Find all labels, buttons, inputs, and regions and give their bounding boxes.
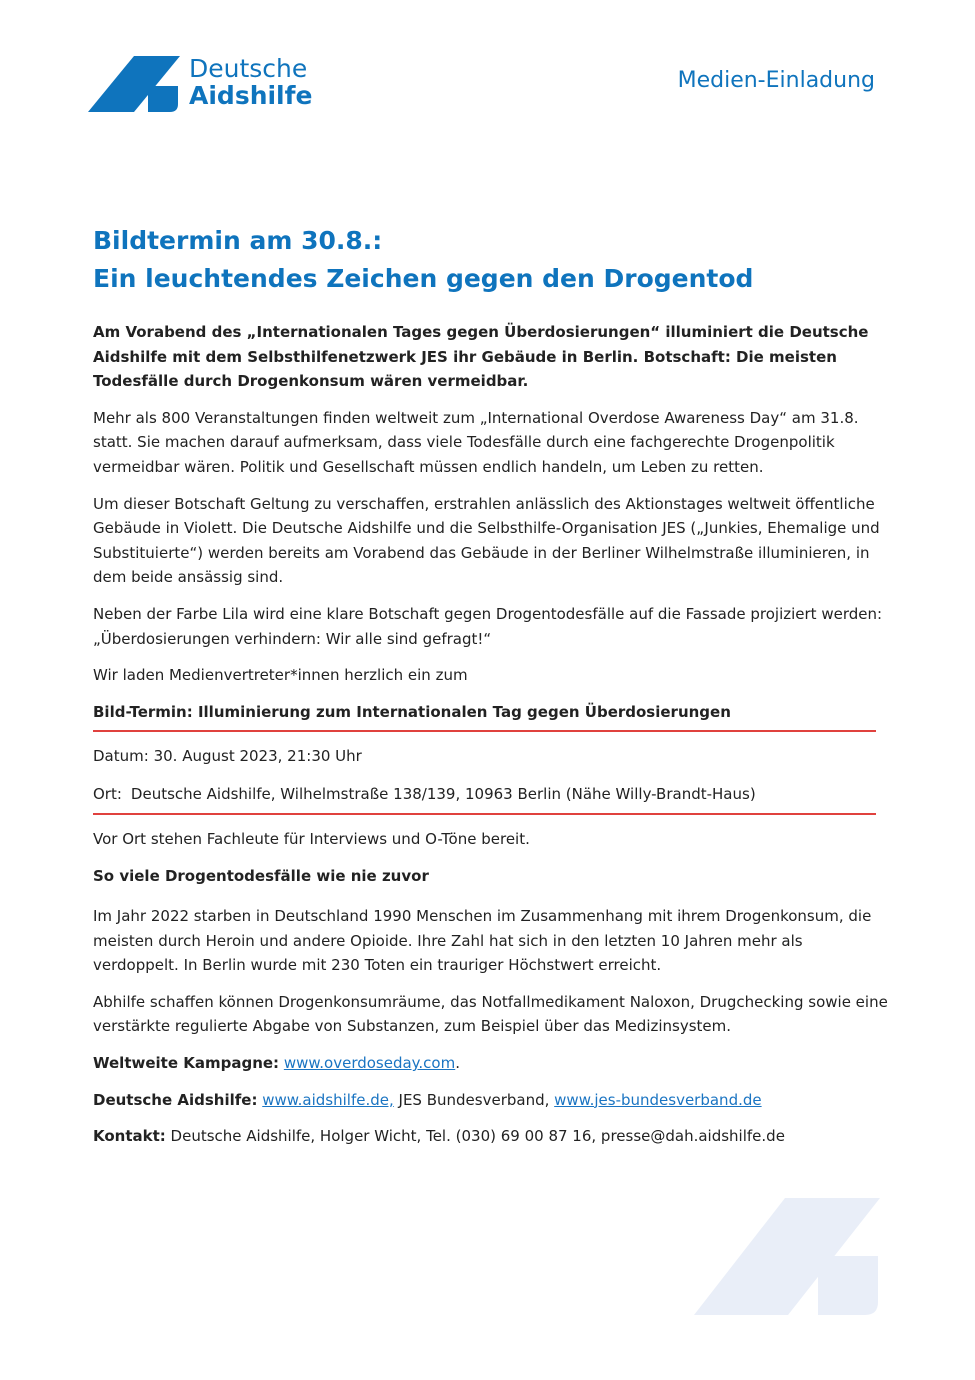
contact-text: Deutsche Aidshilfe, Holger Wicht, Tel. (030) 69 00 87 16, presse@dah.aidshilfe.de (165, 1127, 785, 1146)
event-date (93, 744, 876, 769)
campaign-line (93, 1051, 888, 1076)
event-date-label: Datum: (93, 746, 149, 765)
dah-line (93, 1088, 888, 1113)
jes-link[interactable]: www.jes-bundesverband.de (554, 1090, 762, 1109)
event-place-label: Ort: (93, 785, 122, 804)
paragraph: Wir laden Medienvertreter*innen herzlich ein zum (93, 666, 468, 685)
document-type-label: Medien-Einladung (677, 68, 875, 93)
paragraph: Um dieser Botschaft Geltung zu verschaffen, erstrahlen anlässlich des Aktionstages weltweit öffentliche Gebäude in Violett. Die Deutsche Aidshilfe und die Selbsthilfe-Organisation JES („Junkies, Ehemalige und Substituierte“) werden bereits am Vorabend das Gebäude in der Berliner Wilhelmstraße illuminieren, in dem beide ansässig sind. (93, 494, 880, 587)
onsite-note: Vor Ort stehen Fachleute für Interviews und O-Töne bereit. (93, 829, 530, 848)
campaign-end: . (455, 1054, 461, 1073)
dah-link[interactable]: www.aidshilfe.de, (262, 1090, 394, 1109)
page-title (93, 222, 888, 298)
watermark-logo-icon (694, 1196, 884, 1320)
event-details (93, 732, 876, 815)
jes-text: JES Bundesverband, (393, 1090, 555, 1109)
contact-label: Kontakt: (93, 1127, 166, 1146)
paragraph: Abhilfe schaffen können Drogenkonsumräume, das Notfallmedikament Naloxon, Drugchecking sowie eine verstärkte regulierte Abgabe von Substanzen, zum Beispiel über das Medizinsystem. (93, 992, 888, 1036)
event-place-value: Deutsche Aidshilfe, Wilhelmstraße 138/139, 10963 Berlin (Nähe Willy-Brandt-Haus) (130, 785, 756, 804)
logo-word-aidshilfe: Aidshilfe (189, 81, 313, 110)
title-line-1: Bildtermin am 30.8.: (93, 226, 383, 255)
event-date-value: 30. August 2023, 21:30 Uhr (153, 746, 362, 765)
event-place (93, 782, 876, 807)
event-title: Bild-Termin: Illuminierung zum Internationalen Tag gegen Überdosierungen (93, 700, 876, 732)
title-line-2: Ein leuchtendes Zeichen gegen den Drogentod (93, 264, 754, 293)
paragraph: Mehr als 800 Veranstaltungen finden weltweit zum „International Overdose Awareness Day“ am 31.8. statt. Sie machen darauf aufmerksam, dass viele Todesfälle durch eine fachgerechte Drogenpolitik vermeidbar wären. Politik und Gesellschaft müssen endlich handeln, um Leben zu retten. (93, 408, 859, 476)
lead-paragraph: Am Vorabend des „Internationalen Tages gegen Überdosierungen“ illuminiert die Deutsche Aidshilfe mit dem Selbsthilfenetzwerk JES ihr Gebäude in Berlin. Botschaft: Die meisten Todesfälle durch Drogenkonsum wären vermeidbar. (93, 323, 869, 391)
dah-slash-logo-icon (88, 54, 188, 116)
logo-word-deutsche: Deutsche (189, 54, 308, 83)
contact-line (93, 1124, 888, 1149)
campaign-label: Weltweite Kampagne: (93, 1054, 280, 1073)
campaign-link[interactable]: www.overdoseday.com (283, 1054, 456, 1073)
section-heading: So viele Drogentodesfälle wie nie zuvor (93, 866, 429, 885)
paragraph: Neben der Farbe Lila wird eine klare Botschaft gegen Drogentodesfälle auf die Fassade projiziert werden: „Überdosierungen verhindern: Wir alle sind gefragt!“ (93, 604, 883, 648)
dah-label: Deutsche Aidshilfe: (93, 1090, 258, 1109)
paragraph: Im Jahr 2022 starben in Deutschland 1990 Menschen im Zusammenhang mit ihrem Drogenkonsum, die meisten durch Heroin und andere Opioide. Ihre Zahl hat sich in den letzten 10 Jahren mehr als verdoppelt. In Berlin wurde mit 230 Toten ein trauriger Höchstwert erreicht. (93, 907, 872, 975)
logo (88, 54, 328, 116)
document-body (93, 222, 888, 1161)
